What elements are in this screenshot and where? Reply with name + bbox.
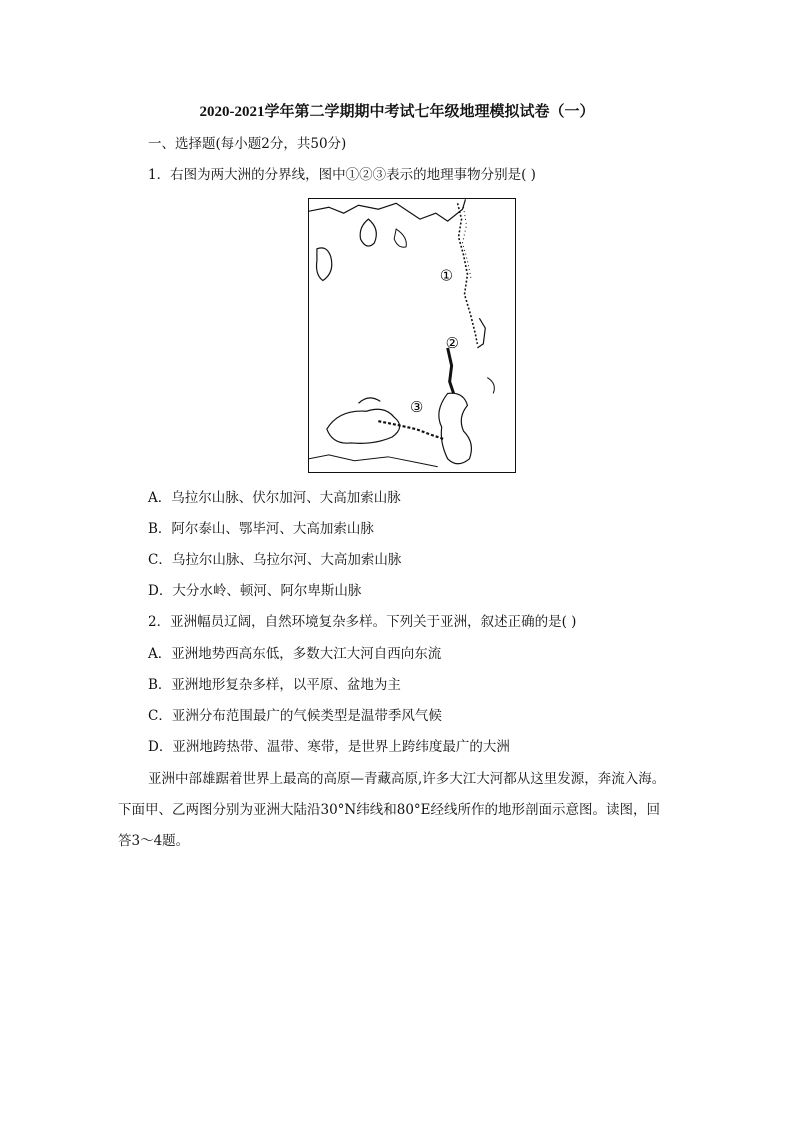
q2-option-c: C．亚洲分布范围最广的气候类型是温带季风气候 (148, 708, 442, 724)
q2-option-d: D．亚洲地跨热带、温带、寒带，是世界上跨纬度最广的大洲 (148, 739, 510, 755)
q2-option-b: B．亚洲地形复杂多样，以平原、盆地为主 (148, 677, 401, 693)
page-title: 2020-2021学年第二学期期中考试七年级地理模拟试卷（一） (199, 104, 595, 120)
q1-option-b: B．阿尔泰山、鄂毕河、大高加索山脉 (148, 521, 374, 537)
question-2-stem: 2．亚洲幅员辽阔，自然环境复杂多样。下列关于亚洲，叙述正确的是( ) (148, 614, 577, 630)
q1-option-c: C．乌拉尔山脉、乌拉尔河、大高加索山脉 (148, 552, 402, 568)
marker-1: ① (439, 266, 454, 285)
q2-option-a: A．亚洲地势西高东低，多数大江大河自西向东流 (148, 646, 442, 662)
q1-option-a: A．乌拉尔山脉、伏尔加河、大高加索山脉 (148, 490, 401, 506)
section-heading: 一、选择题(每小题2分，共50分) (148, 136, 347, 152)
marker-2: ② (445, 333, 459, 352)
map-outline (309, 199, 515, 472)
q1-option-d: D．大分水岭、顿河、阿尔卑斯山脉 (148, 583, 362, 599)
passage-line-3: 答3～4题。 (118, 833, 190, 849)
passage-line-2: 下面甲、乙两图分别为亚洲大陆沿30°N纬线和80°E经线所作的地形剖面示意图。读图，回 (118, 802, 661, 818)
passage-line-1: 亚洲中部雄踞着世界上最高的高原—青藏高原,许多大江大河都从这里发源，奔流入海。 (148, 771, 666, 787)
boundary-map-figure (308, 198, 516, 473)
marker-3: ③ (410, 398, 424, 417)
question-1-stem: 1．右图为两大洲的分界线，图中①②③表示的地理事物分别是( ) (148, 167, 536, 183)
